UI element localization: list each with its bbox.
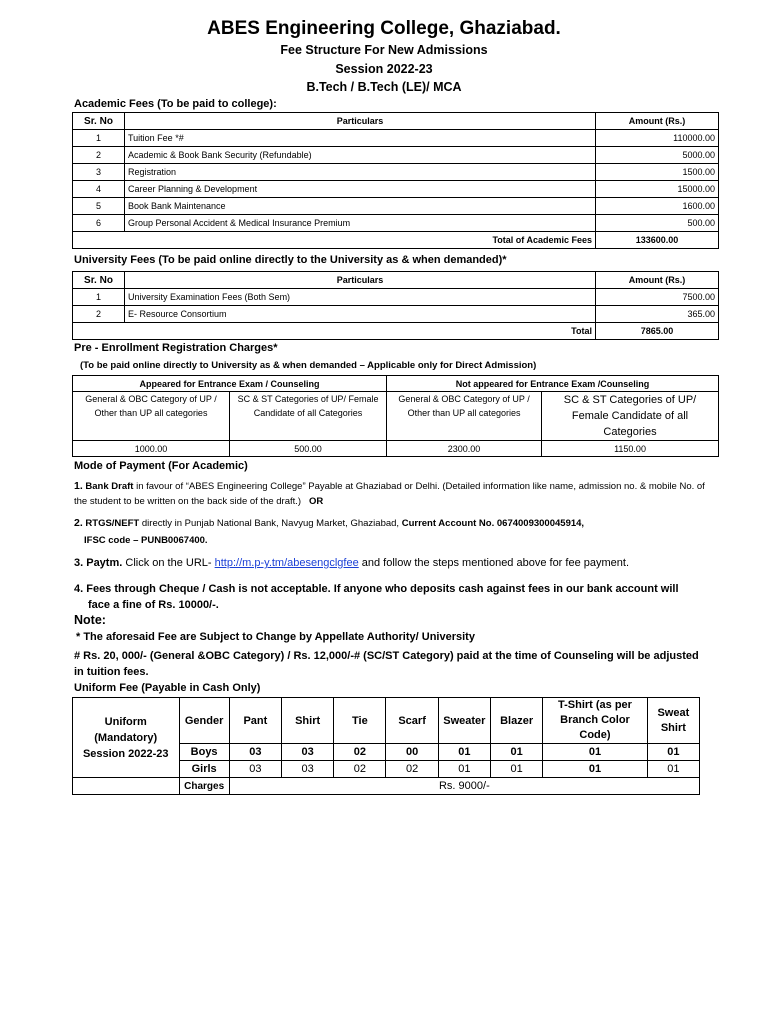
payment-option-4 [74,581,714,613]
session-title: Session 2022-23 [335,62,433,76]
uniform-label-line2: (Mandatory) [94,731,158,744]
category-scst-not-appeared: SC & ST Categories of UP/ Female Candidate of all Categories [542,392,719,441]
col-header-srno: Sr. No [73,113,125,130]
qty-cell: 02 [334,744,386,761]
uniform-label-line3: Session 2022-23 [82,747,169,760]
payment-heading: Mode of Payment (For Academic) [74,460,248,472]
amount-cell: 7500.00 [596,289,719,306]
uniform-label [73,698,180,778]
option-4-line1: 4. Fees through Cheque / Cash is not acceptable. If anyone who deposits cash against fees in our bank account will [74,583,679,595]
particular-cell: Career Planning & Development [125,181,596,198]
qty-cell: 03 [229,744,281,761]
amount-cell: 1600.00 [596,198,719,215]
total-row [73,232,719,249]
particular-cell: E- Resource Consortium [125,306,596,323]
col-header-sweatshirt: Sweat Shirt [647,698,699,744]
charge-value: 2300.00 [387,441,542,457]
option-text: and follow the steps mentioned above for fee payment. [358,557,629,569]
note-1: * The aforesaid Fee are Subject to Change by Appellate Authority/ University [76,631,475,643]
charge-value: 500.00 [230,441,387,457]
payment-option-3 [74,555,714,571]
uniform-heading: Uniform Fee (Payable in Cash Only) [74,682,261,694]
academic-fees-heading: Academic Fees (To be paid to college): [74,98,277,110]
group-not-appeared: Not appeared for Entrance Exam /Counseling [387,376,719,392]
col-header-gender: Gender [179,698,229,744]
uniform-charges-row [73,778,700,795]
qty-cell: 00 [386,744,438,761]
preenroll-heading: Pre - Enrollment Registration Charges* [74,342,278,354]
col-header-scarf: Scarf [386,698,438,744]
particular-cell: Academic & Book Bank Security (Refundable) [125,147,596,164]
total-row [73,323,719,340]
col-header-pant: Pant [229,698,281,744]
qty-cell: 01 [438,744,490,761]
fee-structure-title: Fee Structure For New Admissions [280,43,488,57]
option-or: OR [309,496,324,507]
amount-cell: 110000.00 [596,130,719,147]
college-title: ABES Engineering College, Ghaziabad. [207,18,561,39]
qty-cell: 03 [281,761,333,778]
option-number: 1. [74,480,83,492]
col-header-blazer: Blazer [490,698,542,744]
university-fees-heading: University Fees (To be paid online directly to the University as & when demanded)* [74,254,507,266]
university-fees-table [72,271,719,340]
ifsc-code: IFSC code – PUNB0067400. [84,535,208,546]
col-header-particulars: Particulars [125,113,596,130]
qty-cell: 01 [490,761,542,778]
qty-cell: 01 [438,761,490,778]
option-text: Click on the URL- [122,557,215,569]
srno-cell: 2 [73,306,125,323]
amount-cell: 15000.00 [596,181,719,198]
table-row [73,130,719,147]
note-2 [74,648,724,680]
option-method: 3. Paytm. [74,557,123,569]
particular-cell: Book Bank Maintenance [125,198,596,215]
qty-cell: 03 [229,761,281,778]
col-header-tie: Tie [334,698,386,744]
qty-cell: 02 [334,761,386,778]
col-header-shirt: Shirt [281,698,333,744]
uniform-label-line1: Uniform [104,715,147,728]
category-general-appeared: General & OBC Category of UP / Other than UP all categories [73,392,230,441]
col-header-particulars: Particulars [125,272,596,289]
charge-value: 1000.00 [73,441,230,457]
amount-cell: 1500.00 [596,164,719,181]
col-header-sweater: Sweater [438,698,490,744]
category-scst-appeared: SC & ST Categories of UP/ Female Candidate of all Categories [230,392,387,441]
table-row [73,215,719,232]
col-header-srno: Sr. No [73,272,125,289]
empty-cell [73,778,180,795]
qty-cell: 01 [543,744,648,761]
payment-option-2 [74,515,714,549]
total-label: Total of Academic Fees [73,232,596,249]
srno-cell: 5 [73,198,125,215]
option-text: in favour of “ABES Engineering College” Payable at Ghaziabad or Delhi. (Detailed information like name, admission no. & mobile No. of the student to be written on the back side of the draft.) [74,481,705,507]
qty-cell: 02 [386,761,438,778]
total-label: Total [73,323,596,340]
option-method: Bank Draft [85,481,134,492]
table-row [73,181,719,198]
courses-title: B.Tech / B.Tech (LE)/ MCA [306,80,462,94]
qty-cell: 01 [647,744,699,761]
payment-option-1 [74,479,714,509]
total-value: 7865.00 [596,323,719,340]
option-4-line2: face a fine of Rs. 10000/-. [88,599,219,611]
group-appeared: Appeared for Entrance Exam / Counseling [73,376,387,392]
particular-cell: Tuition Fee *# [125,130,596,147]
charges-value: Rs. 9000/- [229,778,699,795]
qty-cell: 01 [490,744,542,761]
gender-cell: Girls [179,761,229,778]
srno-cell: 3 [73,164,125,181]
qty-cell: 01 [647,761,699,778]
note-2-line2: in tuition fees. [74,666,149,678]
preenroll-table [72,375,719,457]
paytm-link[interactable]: http://m.p-y.tm/abesengclgfee [214,557,359,569]
uniform-table [72,697,700,795]
account-number: Current Account No. 0674009300045914, [401,518,585,529]
particular-cell: Group Personal Accident & Medical Insurance Premium [125,215,596,232]
total-value: 133600.00 [596,232,719,249]
srno-cell: 1 [73,130,125,147]
option-text: directly in Punjab National Bank, Navyug Market, Ghaziabad, [139,518,402,529]
table-row [73,147,719,164]
option-method: RTGS/NEFT [85,518,140,529]
srno-cell: 2 [73,147,125,164]
col-header-amount: Amount (Rs.) [596,113,719,130]
amount-cell: 365.00 [596,306,719,323]
col-header-tshirt: T-Shirt (as per Branch Color Code) [543,698,648,744]
qty-cell: 03 [281,744,333,761]
category-general-not-appeared: General & OBC Category of UP / Other than UP all categories [387,392,542,441]
table-row [73,289,719,306]
option-number: 2. [74,517,83,529]
amount-cell: 500.00 [596,215,719,232]
particular-cell: University Examination Fees (Both Sem) [125,289,596,306]
gender-cell: Boys [179,744,229,761]
qty-cell: 01 [543,761,648,778]
table-row [73,306,719,323]
note-heading: Note: [74,613,106,627]
srno-cell: 4 [73,181,125,198]
particular-cell: Registration [125,164,596,181]
table-row [73,164,719,181]
academic-fees-table [72,112,719,249]
table-row [73,198,719,215]
amount-cell: 5000.00 [596,147,719,164]
charge-value: 1150.00 [542,441,719,457]
charges-label: Charges [179,778,229,795]
note-2-line1: # Rs. 20, 000/- (General &OBC Category) / Rs. 12,000/-# (SC/ST Category) paid at the time of Counseling will be adjusted [74,650,699,662]
srno-cell: 1 [73,289,125,306]
preenroll-subheading: (To be paid online directly to University as & when demanded – Applicable only for Direct Admission) [80,360,537,371]
col-header-amount: Amount (Rs.) [596,272,719,289]
srno-cell: 6 [73,215,125,232]
